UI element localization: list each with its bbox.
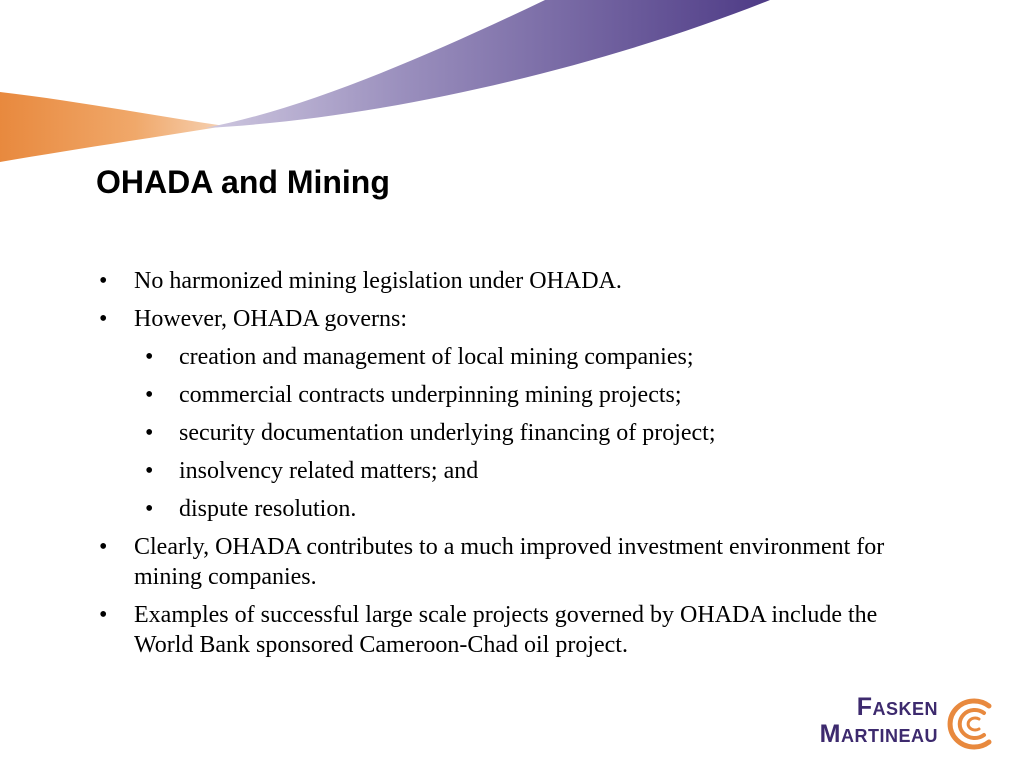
orange-swoosh bbox=[0, 92, 225, 162]
bullet-dot: • bbox=[145, 344, 154, 370]
bullet-dot: • bbox=[99, 602, 108, 628]
bullet-item bbox=[96, 304, 936, 334]
bullet-item bbox=[96, 532, 936, 592]
bullet-dot: • bbox=[99, 534, 108, 560]
bullet-item bbox=[96, 600, 936, 660]
bullet-dot: • bbox=[99, 268, 108, 294]
sub-bullet-item bbox=[96, 456, 936, 486]
bullet-text: However, OHADA governs: bbox=[134, 306, 407, 332]
sub-bullet-item bbox=[96, 418, 936, 448]
logo-wordmark bbox=[770, 694, 938, 748]
concentric-c-logo-icon bbox=[942, 696, 1004, 752]
purple-swoosh bbox=[205, 0, 770, 128]
sub-bullet-item bbox=[96, 380, 936, 410]
logo-line-1: Fasken bbox=[856, 693, 938, 721]
bullet-text: insolvency related matters; and bbox=[179, 458, 479, 484]
bullet-text: creation and management of local mining companies; bbox=[179, 344, 694, 370]
bullet-text: commercial contracts underpinning mining projects; bbox=[179, 382, 682, 408]
bullet-dot: • bbox=[99, 306, 108, 332]
bullet-text: Examples of successful large scale projects governed by OHADA include the World Bank sponsored Cameroon-Chad oil project. bbox=[134, 602, 878, 658]
logo-line-2: Martineau bbox=[819, 720, 938, 748]
bullet-dot: • bbox=[145, 496, 154, 522]
bullet-list bbox=[96, 266, 936, 668]
bullet-dot: • bbox=[145, 420, 154, 446]
bullet-item bbox=[96, 266, 936, 296]
bullet-text: security documentation underlying financing of project; bbox=[179, 420, 716, 446]
bullet-dot: • bbox=[145, 458, 154, 484]
slide-title: OHADA and Mining bbox=[96, 164, 390, 200]
decorative-swoosh bbox=[0, 0, 1024, 170]
bullet-text: dispute resolution. bbox=[179, 496, 357, 522]
bullet-dot: • bbox=[145, 382, 154, 408]
sub-bullet-item bbox=[96, 494, 936, 524]
sub-bullet-item bbox=[96, 342, 936, 372]
bullet-text: No harmonized mining legislation under OHADA. bbox=[134, 268, 622, 294]
bullet-text: Clearly, OHADA contributes to a much improved investment environment for mining companies. bbox=[134, 534, 885, 590]
company-logo bbox=[770, 694, 1010, 756]
